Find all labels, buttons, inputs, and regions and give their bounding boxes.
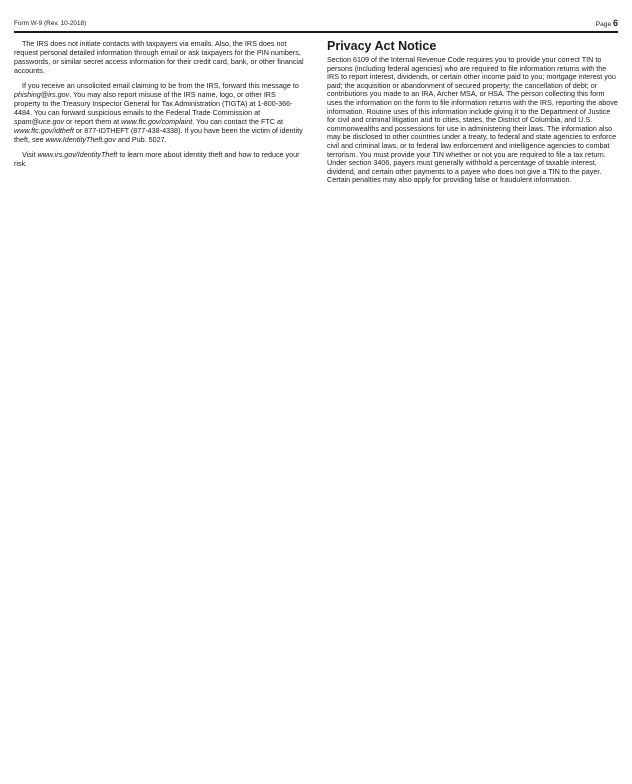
text-segment: or report them at — [64, 117, 122, 126]
paragraph-visit-irs — [14, 150, 304, 168]
ftc-complaint-link[interactable]: www.ftc.gov/complaint — [121, 117, 193, 126]
privacy-act-body: Section 6109 of the Internal Revenue Code requires you to provide your correct TIN to persons (including federal agencies) who are required to file information returns with the IRS to report interest, dividends, or certain other income paid to you; mortgage interest you paid; the acquisition or abandonment of secured property; the cancellation of debt; or contributions you made to an IRA, Archer MSA, or HSA. The person collecting this form uses the information on the form to file information returns with the IRS, reporting the above information. Routine uses of this information include giving it to the Department of Justice for civil and criminal litigation and to cities, states, the District of Columbia, and U.S. commonwealths and possessions for use in administering their laws. The information also may be disclosed to other countries under a treaty, to federal and state agencies to enforce civil and criminal laws, or to federal law enforcement and intelligence agencies to combat terrorism. You must provide your TIN whether or not you are required to file a tax return. Under section 3406, payers must generally withhold a percentage of taxable interest, dividend, and certain other payments to a payee who does not give a TIN to the payer. Certain penalties may also apply for providing false or fraudulent information. — [327, 55, 618, 185]
spam-email-link[interactable]: spam@uce.gov — [14, 117, 65, 126]
identitytheft-gov-link[interactable]: www.IdentityTheft.gov — [45, 135, 116, 144]
phishing-email-link[interactable]: phishing@irs.gov — [14, 90, 70, 99]
page-indicator — [596, 19, 618, 29]
text-segment: If you receive an unsolicited email claiming to be from the IRS, forward this message to — [22, 81, 299, 90]
form-identifier: Form W-9 (Rev. 10-2018) — [14, 20, 87, 27]
irs-identitytheft-link[interactable]: www.irs.gov/IdentityTheft — [37, 150, 118, 159]
page-label: Page — [595, 21, 612, 28]
privacy-act-heading: Privacy Act Notice — [327, 39, 437, 53]
paragraph-irs-contacts: The IRS does not initiate contacts with taxpayers via emails. Also, the IRS does not request personal detailed information through email or ask taxpayers for the PIN numbers, passwords, or similar secret access information for their credit card, bank, or other financial accounts. — [14, 39, 304, 75]
text-segment: Visit — [22, 150, 38, 159]
paragraph-phishing-report — [14, 81, 304, 144]
page-header — [14, 19, 618, 31]
right-column — [327, 39, 619, 185]
page-number: 6 — [612, 18, 618, 28]
text-segment: . You can contact the FTC at — [192, 117, 283, 126]
text-segment: and Pub. 5027. — [115, 135, 167, 144]
ftc-idtheft-link[interactable]: www.ftc.gov/idtheft — [14, 126, 74, 135]
header-rule — [14, 31, 618, 33]
text-segment: . You may also report misuse of the IRS name, logo, or other IRS property to the Treasury Inspector General for Tax Administration (TIGTA) at 1-800-366-4484. You can forward suspicious emails to the Federal Trade Commission at — [14, 90, 293, 117]
left-column — [14, 39, 304, 174]
text-segment: or 877-IDTHEFT (877-438-4338). If you have been the victim of identity theft, see — [14, 126, 303, 144]
text-segment: to learn more about identity theft and how to reduce your risk. — [14, 150, 300, 168]
